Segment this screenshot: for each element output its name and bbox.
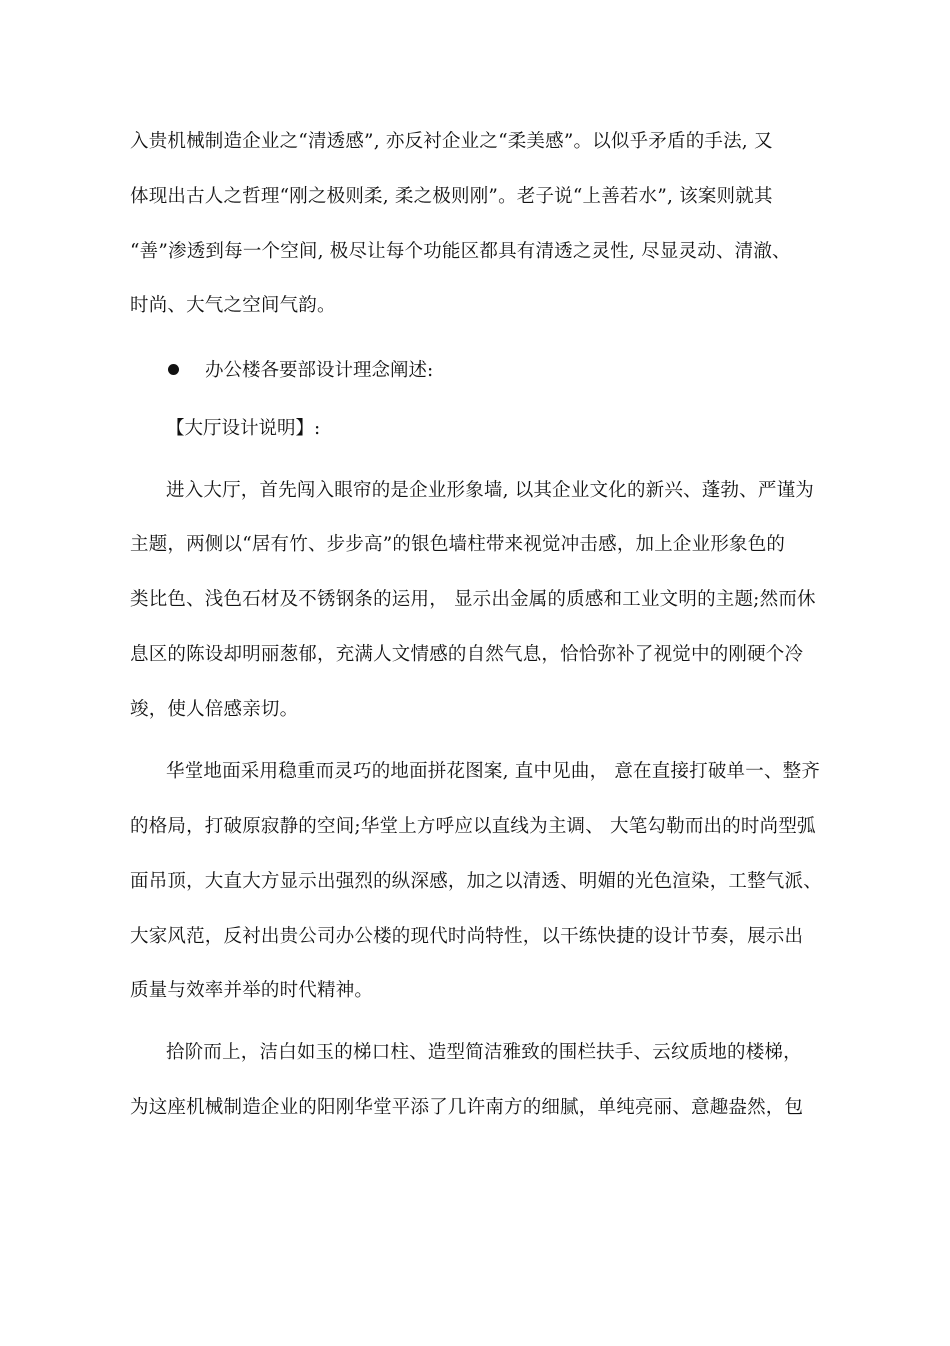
section-heading: 【大厅设计说明】: [166,418,321,439]
bullet-text: 办公楼各要部设计理念阐述: [205,360,434,381]
text-line: 类比色、浅色石材及不锈钢条的运用， 显示出金属的质感和工业文明的主题;然而休 [130,589,816,610]
text-line: 主题，两侧以“居有竹、步步高”的银色墙柱带来视觉冲击感，加上企业形象色的 [130,534,786,555]
text-line: 华堂地面采用稳重而灵巧的地面拼花图案, 直中见曲， 意在直接打破单一、整齐 [166,761,821,782]
text-line: 体现出古人之哲理“刚之极则柔, 柔之极则刚”。老子说“上善若水”, 该案则就其 [130,186,773,207]
text-line: 大家风范，反衬出贵公司办公楼的现代时尚特性，以干练快捷的设计节奏，展示出 [130,926,804,947]
text-line: 时尚、大气之空间气韵。 [130,295,336,316]
bullet-item [166,356,433,382]
text-line: 拾阶而上，洁白如玉的梯口柱、造型简洁雅致的围栏扶手、云纹质地的楼梯， [166,1042,802,1063]
bullet-dot-icon [168,364,179,375]
text-line: 息区的陈设却明丽葱郁，充满人文情感的自然气息，恰恰弥补了视觉中的刚硬个冷 [130,644,804,665]
text-line: 入贵机械制造企业之“清透感”, 亦反衬企业之“柔美感”。以似乎矛盾的手法, 又 [130,131,773,152]
text-line: 进入大厅，首先闯入眼帘的是企业形象墙, 以其企业文化的新兴、蓬勃、严谨为 [166,480,814,501]
text-line: “善”渗透到每一个空间, 极尽让每个功能区都具有清透之灵性, 尽显灵动、清澈、 [130,241,791,262]
text-line: 为这座机械制造企业的阳刚华堂平添了几许南方的细腻，单纯亮丽、意趣盎然，包 [130,1097,804,1118]
text-line: 面吊顶，大直大方显示出强烈的纵深感，加之以清透、明媚的光色渲染，工整气派、 [130,871,822,892]
text-line: 竣，使人倍感亲切。 [130,699,299,720]
text-line: 质量与效率并举的时代精神。 [130,980,374,1001]
text-line: 的格局，打破原寂静的空间;华堂上方呼应以直线为主调、 大笔勾勒而出的时尚型弧 [130,816,816,837]
